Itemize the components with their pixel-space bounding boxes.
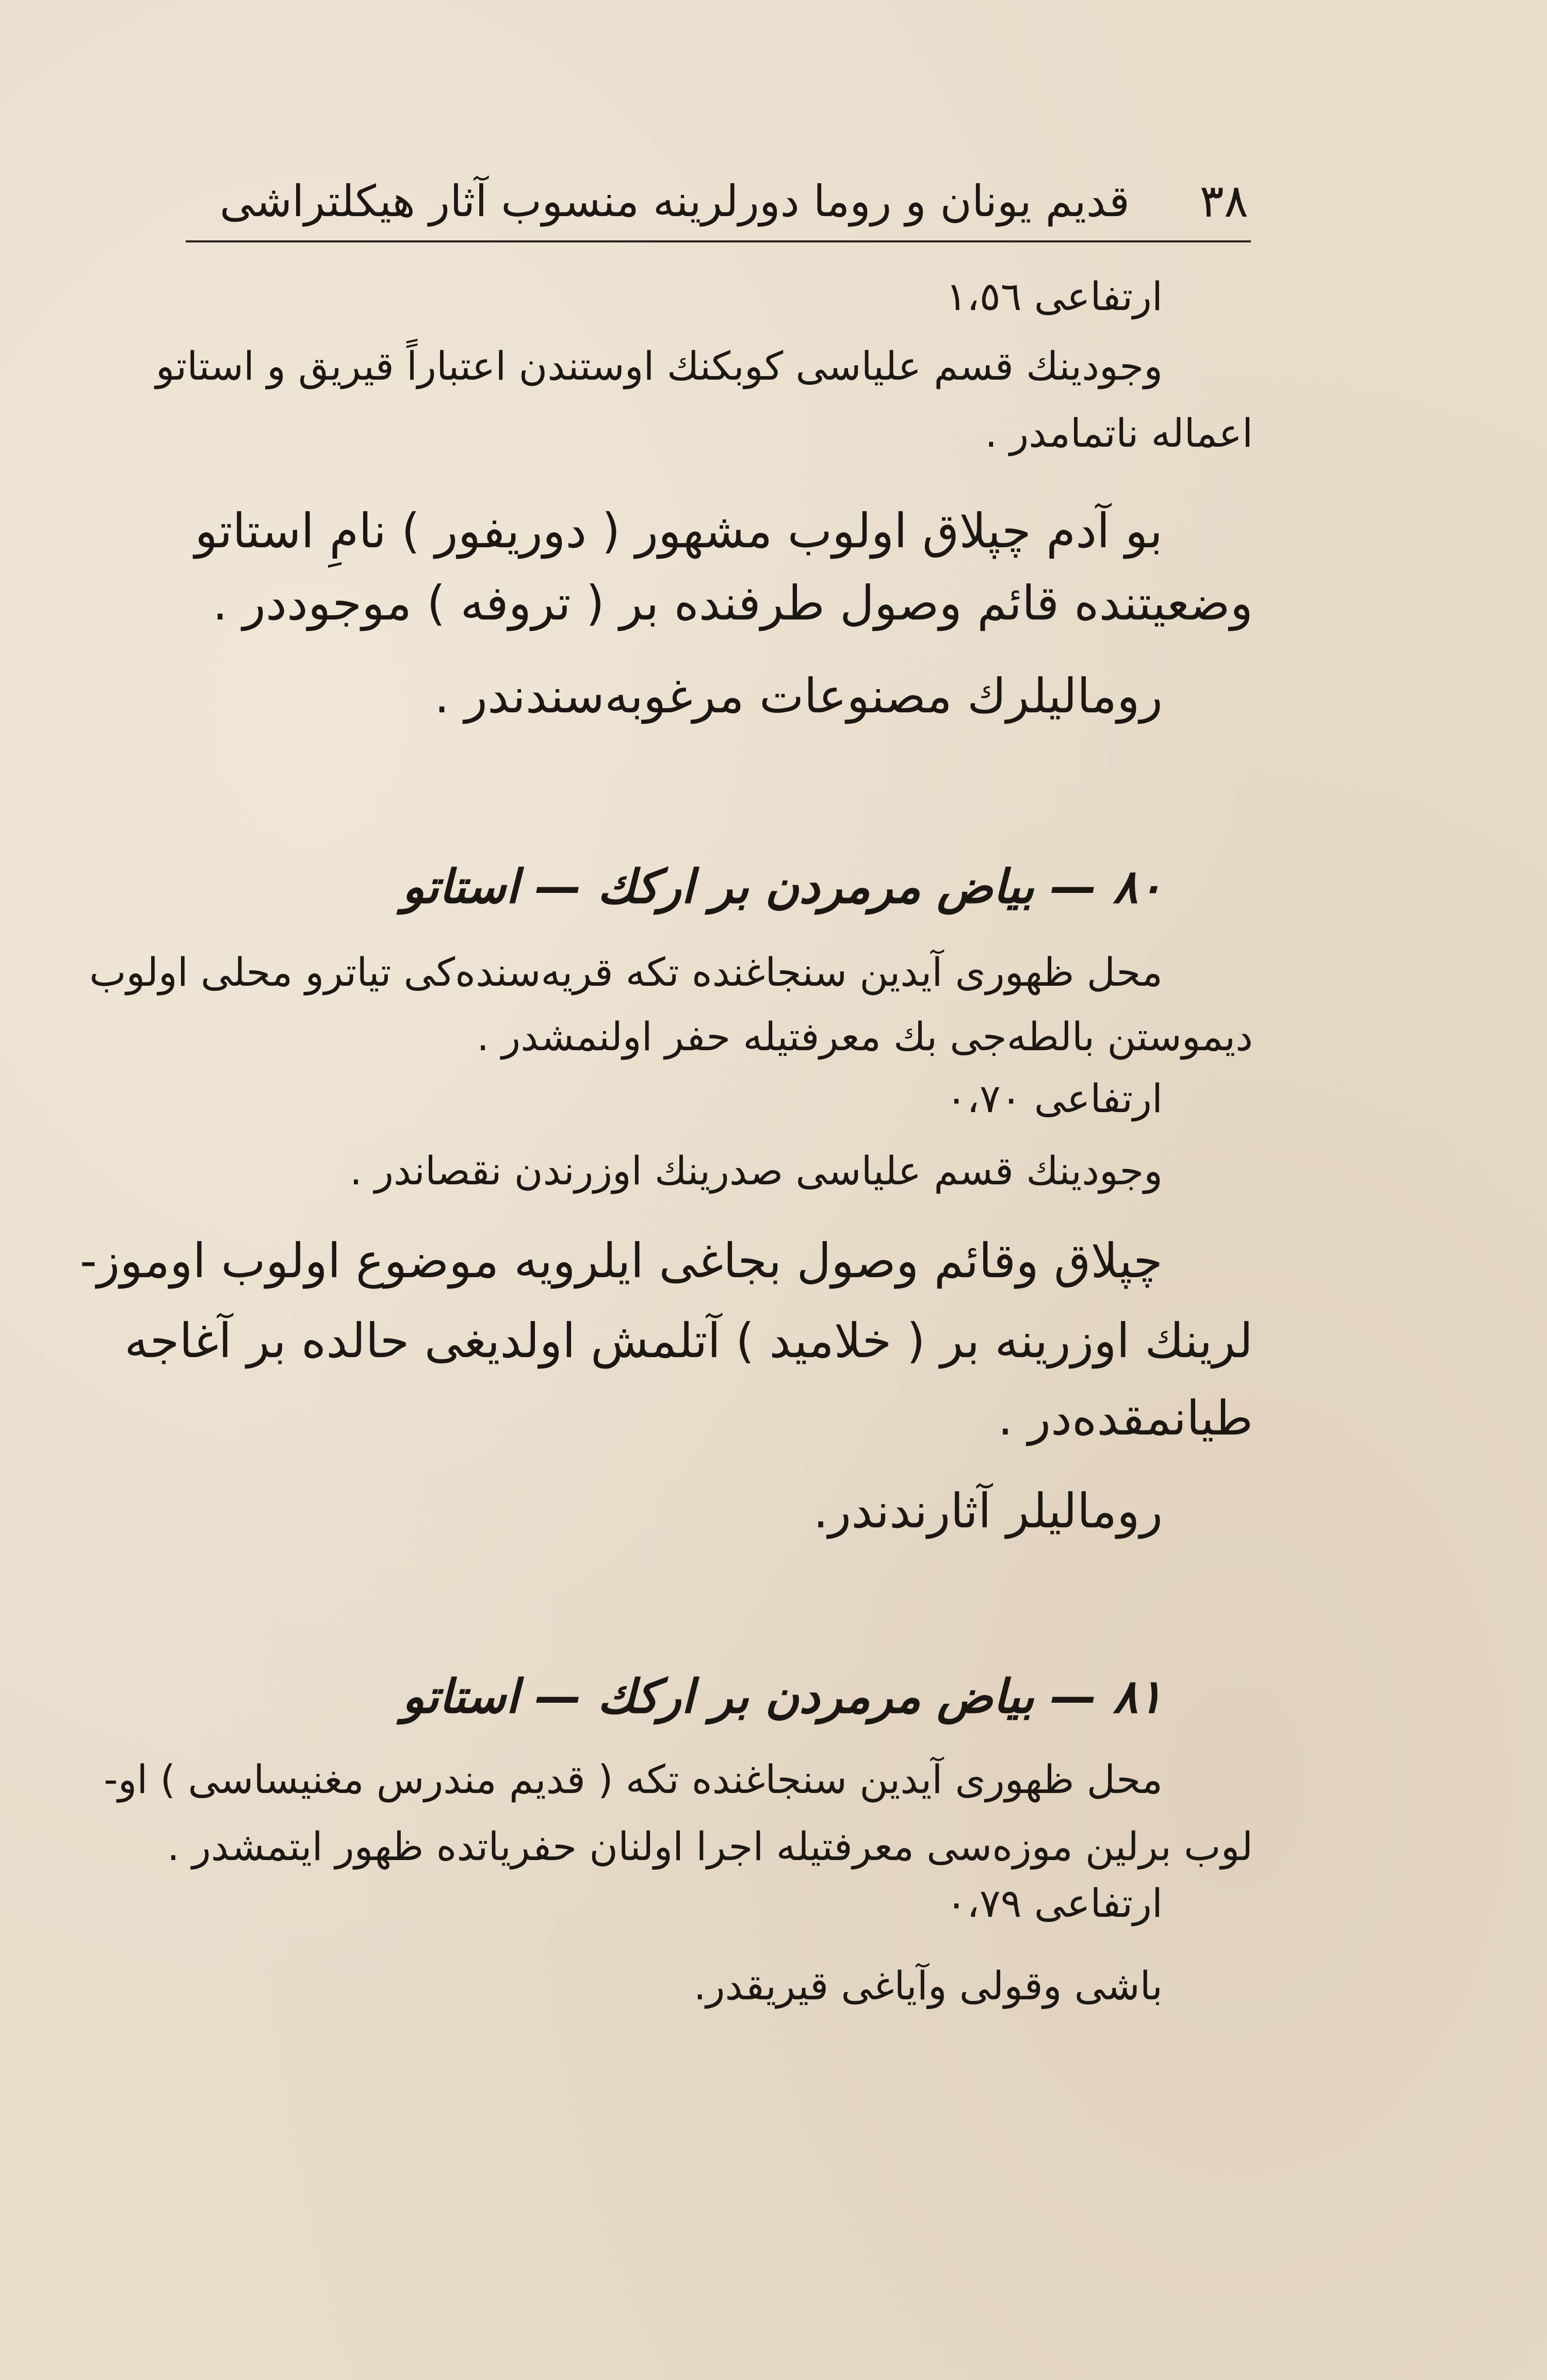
- entry-prev-origin: روماليلرك مصنوعات مرغوبه‌سندندر .: [434, 669, 1163, 724]
- entry-80-description-line-1: چپلاق وقائم وصول بجاغى ايلرويه موضوع اولوب اوموز-: [79, 1233, 1163, 1289]
- entry-80-title: ٨٠ — بياض مرمردن بر اركك — استاتو: [402, 860, 1163, 914]
- entry-80-origin: روماليلر آثارندندر.: [813, 1484, 1163, 1539]
- entry-prev-condition-line-2: اعماله ناتمامدر .: [985, 410, 1253, 456]
- entry-80-condition: وجودينك قسم علياسى صدرينك اوزرندن نقصاندر .: [349, 1148, 1163, 1194]
- entry-prev-description-line-1: بو آدم چپلاق اولوب مشهور ( دوريفور ) نامِ استاتو: [194, 503, 1163, 559]
- entry-prev-condition-line-1: وجودينك قسم علياسى كوبكنك اوستندن اعتباراً قيريق و استاتو: [155, 343, 1163, 389]
- running-title: قديم يونان و روما دورلرينه منسوب آثار هيكلتراشى: [219, 176, 1130, 226]
- entry-80-description-line-3: طيانمقده‌در .: [998, 1391, 1253, 1446]
- entry-80-findspot-line-2: ديموستن بالطه‌جى بك معرفتيله حفر اولنمشدر .: [477, 1014, 1253, 1059]
- entry-80-findspot-line-1: محل ظهورى آيدين سنجاغنده تكه قريه‌سنده‌كى تياترو محلى اولوب: [89, 949, 1163, 995]
- page-header: [206, 170, 1248, 248]
- entry-81-height: ارتفاعى ٠،٧٩: [946, 1880, 1163, 1926]
- entry-81-findspot-line-1: محل ظهورى آيدين سنجاغنده تكه ( قديم مندرس مغنيساسى ) او-: [104, 1756, 1163, 1802]
- entry-81-title: ٨١ — بياض مرمردن بر اركك — استاتو: [402, 1670, 1163, 1724]
- page-number: ٣٨: [1199, 174, 1248, 227]
- entry-prev-description-line-2: وضعيتنده قائم وصول طرفنده بر ( تروفه ) موجوددر .: [213, 576, 1253, 631]
- entry-80-height: ارتفاعى ٠،٧٠: [946, 1075, 1163, 1121]
- entry-81-findspot-line-2: لوب برلين موزه‌سى معرفتيله اجرا اولنان حفرياتده ظهور ايتمشدر .: [167, 1823, 1253, 1869]
- header-rule: [186, 240, 1251, 242]
- entry-prev-height: ارتفاعى ١،٥٦: [946, 273, 1163, 319]
- entry-81-condition: باشى وقولى وآياغى قيريقدر.: [693, 1963, 1163, 2009]
- entry-80-description-line-2: لرينك اوزرينه بر ( خلاميد ) آتلمش اولديغى حالده بر آغاجه: [124, 1313, 1253, 1368]
